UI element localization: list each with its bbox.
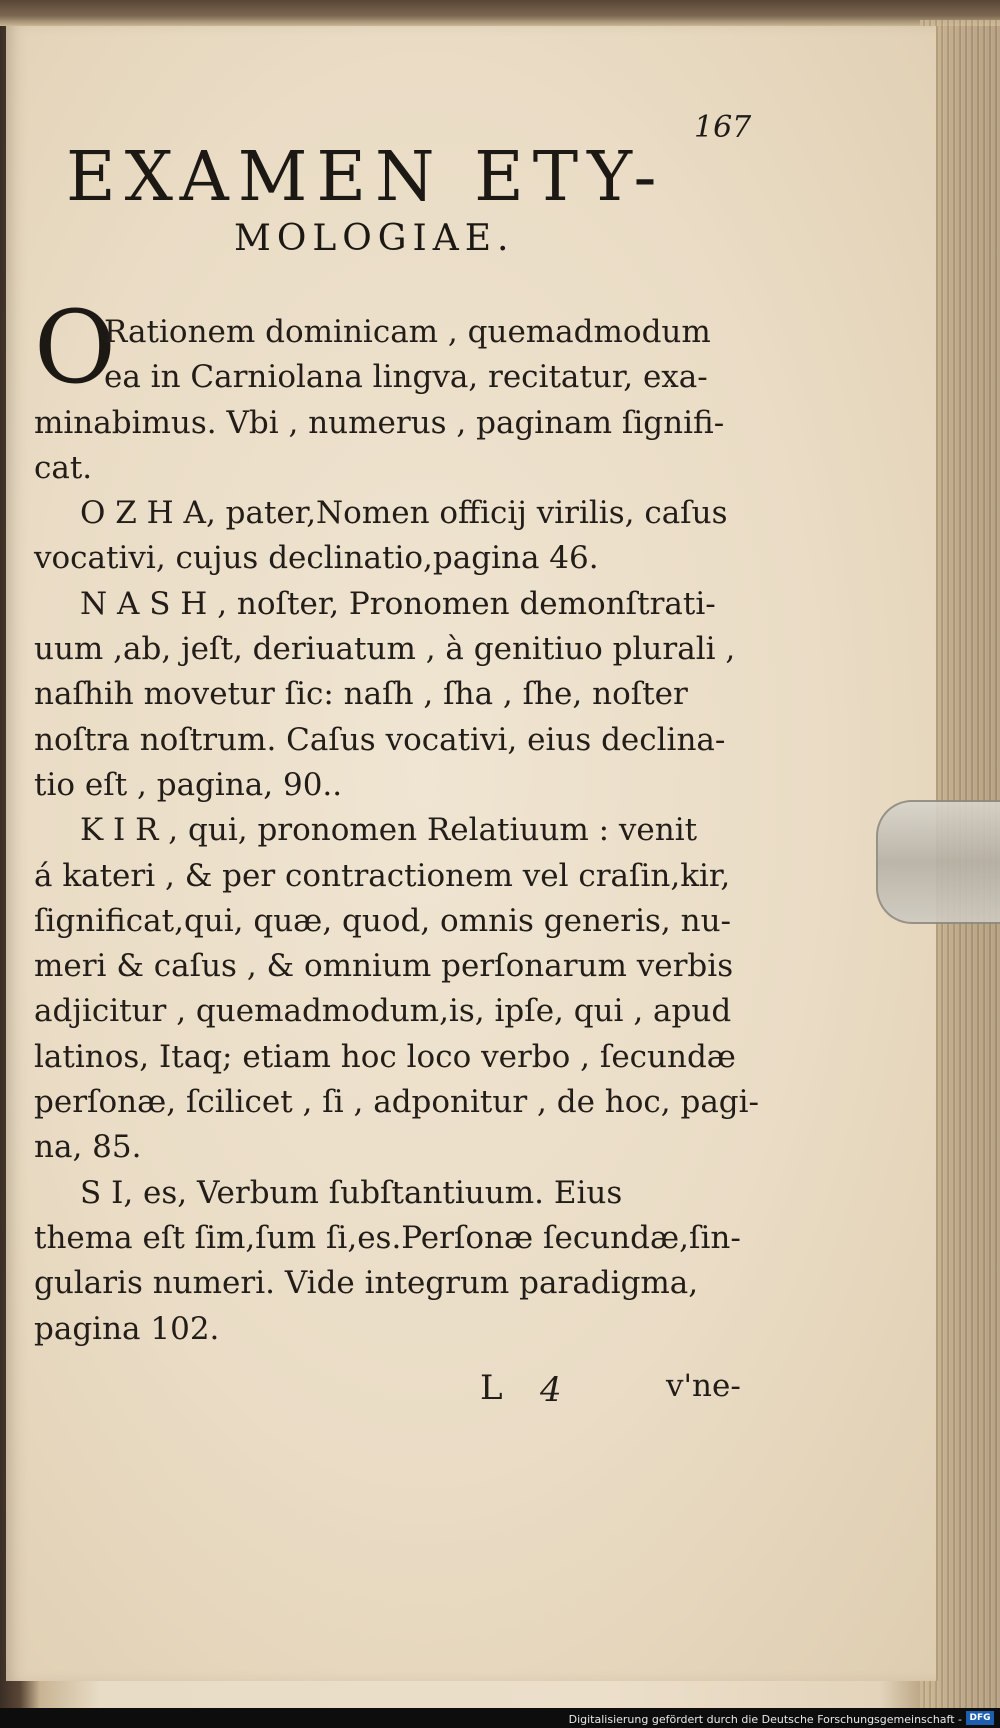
book-top-edge — [0, 0, 1000, 26]
text-line: ea in Carniolana lingva, recitatur, exa- — [104, 359, 708, 396]
page-number: 167 — [694, 110, 752, 145]
drop-cap: O — [34, 289, 116, 406]
text-line: latinos, Itaq; etiam hoc loco verbo , ſecundæ — [34, 1038, 736, 1075]
text-line: N A S H , noſter, Pronomen demonſtrati- — [80, 585, 716, 622]
text-line: na, 85. — [34, 1129, 142, 1166]
text-line: ſignificat,qui, quæ, quod, omnis generis, nu- — [34, 902, 732, 939]
signature-mark: L — [480, 1368, 503, 1408]
body-text — [34, 310, 760, 1352]
catchword: v'ne- — [666, 1368, 741, 1404]
text-line: naſhih movetur ſic: naſh , ſha , ſhe, noſter — [34, 676, 688, 713]
text-line: pagina 102. — [34, 1310, 220, 1347]
text-line: gularis numeri. Vide integrum paradigma, — [34, 1265, 699, 1302]
text-line: tio eſt , pagina, 90.. — [34, 766, 343, 803]
page-clip — [876, 800, 1000, 924]
text-line: O Z H A, pater,Nomen officij virilis, caſus — [80, 495, 728, 532]
text-line: noſtra noſtrum. Caſus vocativi, eius declina- — [34, 721, 726, 758]
text-line: meri & caſus , & omnium perſonarum verbis — [34, 948, 734, 985]
text-line: perſonæ, ſcilicet , ſi , adponitur , de hoc, pagi- — [34, 1084, 760, 1121]
text-line: Rationem dominicam , quemadmodum — [104, 314, 711, 350]
title-line-2: MOLOGIAE. — [234, 218, 515, 259]
text-line: adjicitur , quemadmodum,is, ipſe, qui , apud — [34, 993, 732, 1030]
text-line: á kateri , & per contractionem vel craſin,kir, — [34, 857, 731, 894]
dfg-logo: DFG — [966, 1711, 994, 1725]
text-line: S I, es, Verbum ſubſtantiuum. Eius — [80, 1174, 623, 1211]
footer-bar — [0, 1708, 1000, 1728]
signature-number: 4 — [540, 1370, 562, 1410]
text-line: thema eſt ſim,ſum ſi,es.Perſonæ ſecundæ,ſin- — [34, 1219, 741, 1256]
text-line: K I R , qui, pronomen Relatiuum : venit — [80, 812, 698, 849]
text-line: vocativi, cujus declinatio,pagina 46. — [34, 540, 599, 577]
text-line: minabimus. Vbi , numerus , paginam ſignifi- — [34, 404, 725, 441]
title-line-1: EXAMEN ETY- — [66, 138, 666, 217]
text-line: cat. — [34, 449, 93, 486]
text-line: uum ,ab, jeſt, deriuatum , à genitiuo plurali , — [34, 631, 736, 668]
funding-credit: Digitalisierung gefördert durch die Deutsche Forschungsgemeinschaft - — [568, 1713, 962, 1726]
